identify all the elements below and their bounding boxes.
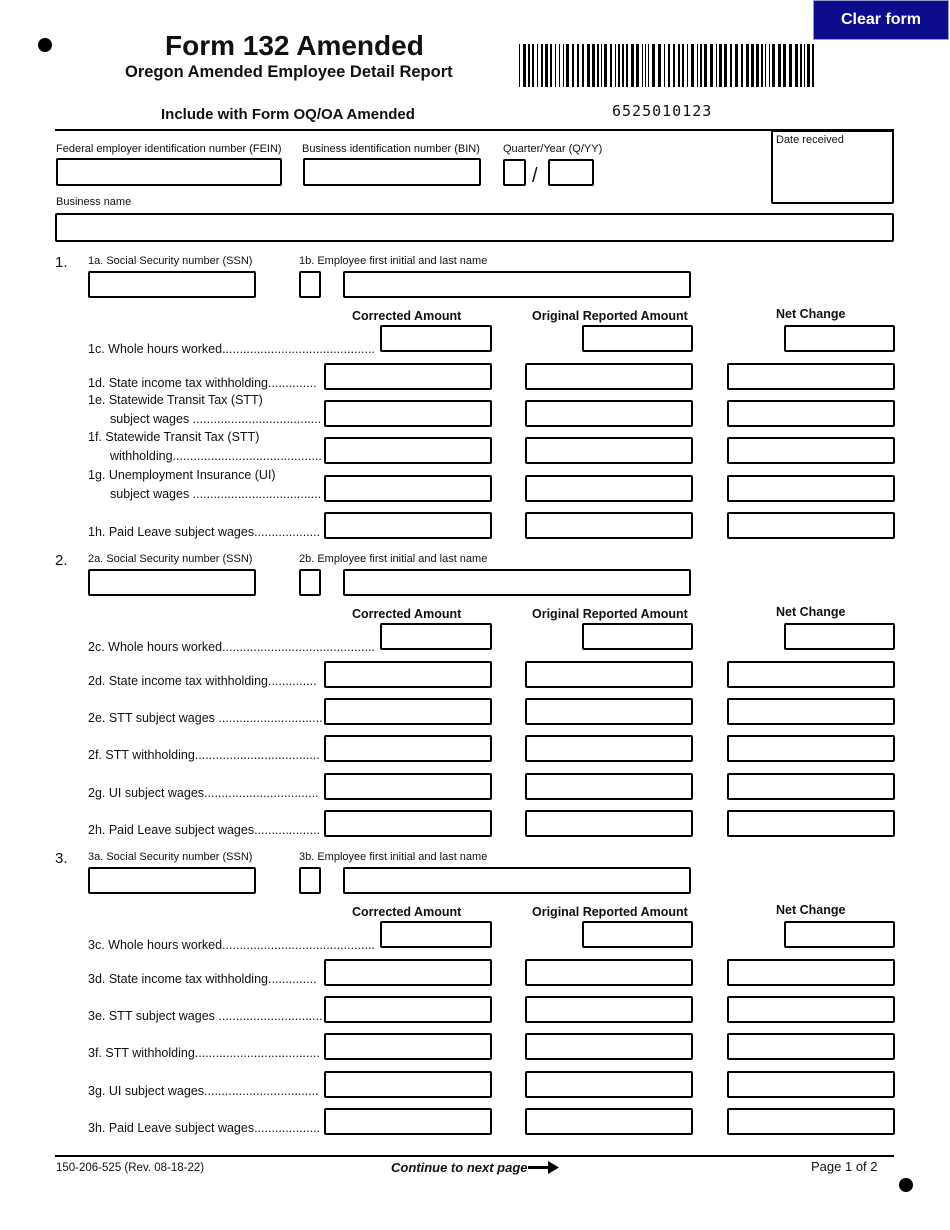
barcode-bar bbox=[648, 44, 649, 87]
hours-corrected-input[interactable] bbox=[380, 325, 492, 352]
corrected-amount-input[interactable] bbox=[324, 400, 492, 427]
line-label: 3h. Paid Leave subject wages................... bbox=[88, 1121, 321, 1135]
barcode-bar bbox=[555, 44, 556, 87]
barcode-bar bbox=[587, 44, 590, 87]
include-note: Include with Form OQ/OA Amended bbox=[161, 106, 415, 123]
barcode-bar bbox=[769, 44, 770, 87]
line-label: 2c. Whole hours worked............................................ bbox=[88, 640, 375, 654]
original-amount-header: Original Reported Amount bbox=[532, 309, 688, 323]
original-amount-input[interactable] bbox=[525, 512, 693, 539]
net-change-header: Net Change bbox=[776, 307, 846, 321]
hours-corrected-input[interactable] bbox=[380, 623, 492, 650]
barcode-bar bbox=[559, 44, 560, 87]
barcode-bar bbox=[550, 44, 552, 87]
barcode-bar bbox=[622, 44, 624, 87]
barcode-bar bbox=[582, 44, 584, 87]
barcode-bar bbox=[730, 44, 732, 87]
clear-form-button[interactable]: Clear form bbox=[814, 1, 948, 39]
barcode-bar bbox=[704, 44, 707, 87]
original-amount-input[interactable] bbox=[525, 773, 693, 800]
form-title: Form 132 Amended bbox=[165, 30, 424, 61]
employee-number: 3. bbox=[55, 850, 68, 867]
original-amount-input[interactable] bbox=[525, 661, 693, 688]
original-amount-header: Original Reported Amount bbox=[532, 905, 688, 919]
barcode-bar bbox=[778, 44, 781, 87]
corrected-amount-header: Corrected Amount bbox=[352, 905, 462, 919]
barcode-bar bbox=[687, 44, 688, 87]
net-change-input[interactable] bbox=[727, 363, 895, 390]
business-name-label: Business name bbox=[56, 196, 132, 208]
ssn-label: 1a. Social Security number (SSN) bbox=[88, 255, 253, 267]
original-amount-input[interactable] bbox=[525, 363, 693, 390]
quarter-year-label: Quarter/Year (Q/YY) bbox=[503, 143, 603, 155]
barcode-bar bbox=[636, 44, 639, 87]
last-name-input[interactable] bbox=[343, 569, 691, 596]
barcode-bar bbox=[615, 44, 616, 87]
corrected-amount-input[interactable] bbox=[324, 735, 492, 762]
corrected-amount-input[interactable] bbox=[324, 512, 492, 539]
net-change-header: Net Change bbox=[776, 605, 846, 619]
barcode-bar bbox=[652, 44, 655, 87]
corrected-amount-input[interactable] bbox=[324, 810, 492, 837]
corrected-amount-input[interactable] bbox=[324, 475, 492, 502]
barcode-bar bbox=[626, 44, 628, 87]
line-label: 3e. STT subject wages .............................. bbox=[88, 1009, 323, 1023]
form-subtitle: Oregon Amended Employee Detail Report bbox=[125, 63, 453, 81]
barcode-bar bbox=[700, 44, 702, 87]
line-label: 2h. Paid Leave subject wages................... bbox=[88, 823, 321, 837]
ssn-label: 3a. Social Security number (SSN) bbox=[88, 851, 253, 863]
ssn-input[interactable] bbox=[88, 569, 256, 596]
bin-input[interactable] bbox=[303, 158, 481, 186]
employee-number: 2. bbox=[55, 552, 68, 569]
line-label: 1d. State income tax withholding.............. bbox=[88, 376, 317, 390]
first-initial-input[interactable] bbox=[299, 569, 321, 596]
barcode-bar bbox=[682, 44, 684, 87]
line-label: 2e. STT subject wages .............................. bbox=[88, 711, 323, 725]
barcode-bar bbox=[592, 44, 595, 87]
line-label: 3f. STT withholding.................................... bbox=[88, 1046, 320, 1060]
corrected-amount-input[interactable] bbox=[324, 1033, 492, 1060]
barcode-bar bbox=[765, 44, 766, 87]
hours-net-change-input[interactable] bbox=[784, 623, 895, 650]
corrected-amount-input[interactable] bbox=[324, 363, 492, 390]
net-change-input[interactable] bbox=[727, 512, 895, 539]
corrected-amount-input[interactable] bbox=[324, 773, 492, 800]
employee-name-label: 2b. Employee first initial and last name bbox=[299, 553, 488, 565]
line-label: 2d. State income tax withholding.............. bbox=[88, 674, 317, 688]
line-label: 1h. Paid Leave subject wages................... bbox=[88, 525, 321, 539]
barcode-bar bbox=[772, 44, 775, 87]
barcode-bar bbox=[756, 44, 759, 87]
net-change-header: Net Change bbox=[776, 903, 846, 917]
net-change-input[interactable] bbox=[727, 475, 895, 502]
original-amount-input[interactable] bbox=[525, 996, 693, 1023]
barcode-bar bbox=[572, 44, 574, 87]
barcode-bar bbox=[566, 44, 569, 87]
employee-name-label: 1b. Employee first initial and last name bbox=[299, 255, 488, 267]
corrected-amount-input[interactable] bbox=[324, 959, 492, 986]
barcode-bar bbox=[545, 44, 548, 87]
fein-input[interactable] bbox=[56, 158, 282, 186]
barcode-bar bbox=[678, 44, 680, 87]
line-label: 1f. Statewide Transit Tax (STT) bbox=[88, 430, 260, 444]
first-initial-input[interactable] bbox=[299, 271, 321, 298]
business-name-input[interactable] bbox=[55, 213, 894, 242]
employee-number: 1. bbox=[55, 254, 68, 271]
barcode-bar bbox=[761, 44, 763, 87]
barcode-bar bbox=[741, 44, 743, 87]
quarter-input[interactable] bbox=[503, 159, 526, 186]
hours-net-change-input[interactable] bbox=[784, 921, 895, 948]
hours-original-input[interactable] bbox=[582, 325, 693, 352]
hours-corrected-input[interactable] bbox=[380, 921, 492, 948]
barcode-bar bbox=[807, 44, 810, 87]
line-label: 3g. UI subject wages................................. bbox=[88, 1084, 319, 1098]
original-amount-input[interactable] bbox=[525, 1108, 693, 1135]
original-amount-input[interactable] bbox=[525, 400, 693, 427]
barcode-bar bbox=[664, 44, 665, 87]
corrected-amount-input[interactable] bbox=[324, 996, 492, 1023]
net-change-input[interactable] bbox=[727, 661, 895, 688]
line-label: 1g. Unemployment Insurance (UI) bbox=[88, 468, 276, 482]
barcode-bar bbox=[724, 44, 727, 87]
barcode-bar bbox=[610, 44, 612, 87]
original-amount-input[interactable] bbox=[525, 437, 693, 464]
barcode-bar bbox=[783, 44, 786, 87]
net-change-input[interactable] bbox=[727, 400, 895, 427]
top-rule bbox=[55, 129, 894, 131]
hours-original-input[interactable] bbox=[582, 623, 693, 650]
barcode-bar bbox=[673, 44, 675, 87]
barcode-bar bbox=[604, 44, 607, 87]
barcode-bar bbox=[719, 44, 722, 87]
barcode-bar bbox=[658, 44, 661, 87]
year-input[interactable] bbox=[548, 159, 594, 186]
corrected-amount-input[interactable] bbox=[324, 661, 492, 688]
barcode-bar bbox=[642, 44, 643, 87]
registration-mark-top bbox=[38, 38, 52, 52]
net-change-input[interactable] bbox=[727, 996, 895, 1023]
net-change-input[interactable] bbox=[727, 959, 895, 986]
line-label-continued: subject wages ..................................... bbox=[110, 412, 322, 426]
original-amount-input[interactable] bbox=[525, 698, 693, 725]
line-label: 2f. STT withholding.................................... bbox=[88, 748, 320, 762]
corrected-amount-input[interactable] bbox=[324, 437, 492, 464]
quarter-year-separator: / bbox=[532, 165, 538, 187]
net-change-input[interactable] bbox=[727, 1033, 895, 1060]
hours-net-change-input[interactable] bbox=[784, 325, 895, 352]
net-change-input[interactable] bbox=[727, 1071, 895, 1098]
last-name-input[interactable] bbox=[343, 867, 691, 894]
barcode-bar bbox=[645, 44, 646, 87]
barcode-number: 6525010123 bbox=[612, 102, 713, 120]
continue-text: Continue to next page bbox=[391, 1160, 528, 1175]
original-amount-input[interactable] bbox=[525, 959, 693, 986]
net-change-input[interactable] bbox=[727, 698, 895, 725]
original-amount-input[interactable] bbox=[525, 810, 693, 837]
corrected-amount-input[interactable] bbox=[324, 1071, 492, 1098]
barcode-bar bbox=[631, 44, 634, 87]
line-label: 2g. UI subject wages................................. bbox=[88, 786, 319, 800]
net-change-input[interactable] bbox=[727, 773, 895, 800]
bottom-rule bbox=[55, 1155, 894, 1157]
net-change-input[interactable] bbox=[727, 810, 895, 837]
barcode-bar bbox=[691, 44, 694, 87]
last-name-input[interactable] bbox=[343, 271, 691, 298]
line-label: 1c. Whole hours worked............................................ bbox=[88, 342, 375, 356]
barcode-bar bbox=[528, 44, 530, 87]
ssn-label: 2a. Social Security number (SSN) bbox=[88, 553, 253, 565]
corrected-amount-header: Corrected Amount bbox=[352, 309, 462, 323]
corrected-amount-input[interactable] bbox=[324, 698, 492, 725]
employee-name-label: 3b. Employee first initial and last name bbox=[299, 851, 488, 863]
barcode-bar bbox=[537, 44, 538, 87]
barcode-bar bbox=[735, 44, 738, 87]
bin-label: Business identification number (BIN) bbox=[302, 143, 480, 155]
date-received-label: Date received bbox=[776, 134, 844, 146]
line-label-continued: subject wages ..................................... bbox=[110, 487, 322, 501]
barcode-bar bbox=[523, 44, 526, 87]
line-label: 1e. Statewide Transit Tax (STT) bbox=[88, 393, 263, 407]
barcode-bar bbox=[541, 44, 543, 87]
first-initial-input[interactable] bbox=[299, 867, 321, 894]
net-change-input[interactable] bbox=[727, 735, 895, 762]
barcode-bar bbox=[519, 44, 520, 87]
ssn-input[interactable] bbox=[88, 271, 256, 298]
barcode-bar bbox=[601, 44, 602, 87]
line-label: 3d. State income tax withholding.............. bbox=[88, 972, 317, 986]
barcode-bar bbox=[716, 44, 717, 87]
corrected-amount-input[interactable] bbox=[324, 1108, 492, 1135]
barcode-bar bbox=[618, 44, 620, 87]
barcode-bar bbox=[751, 44, 754, 87]
barcode-bar bbox=[789, 44, 792, 87]
hours-original-input[interactable] bbox=[582, 921, 693, 948]
barcode-bar bbox=[563, 44, 564, 87]
arrow-right-icon bbox=[528, 1161, 560, 1175]
barcode-bar bbox=[532, 44, 534, 87]
corrected-amount-header: Corrected Amount bbox=[352, 607, 462, 621]
fein-label: Federal employer identification number (FEIN) bbox=[56, 143, 282, 155]
barcode-image bbox=[519, 44, 817, 87]
barcode-bar bbox=[800, 44, 802, 87]
net-change-input[interactable] bbox=[727, 1108, 895, 1135]
line-label-continued: withholding........................................... bbox=[110, 449, 322, 463]
barcode-bar bbox=[577, 44, 579, 87]
original-amount-input[interactable] bbox=[525, 735, 693, 762]
ssn-input[interactable] bbox=[88, 867, 256, 894]
registration-mark-bottom bbox=[899, 1178, 913, 1192]
original-amount-input[interactable] bbox=[525, 1033, 693, 1060]
barcode-bar bbox=[804, 44, 805, 87]
barcode-bar bbox=[795, 44, 798, 87]
form-number: 150-206-525 (Rev. 08-18-22) bbox=[56, 1162, 205, 1174]
barcode-bar bbox=[812, 44, 814, 87]
original-amount-input[interactable] bbox=[525, 475, 693, 502]
barcode-bar bbox=[597, 44, 599, 87]
net-change-input[interactable] bbox=[727, 437, 895, 464]
page-number: Page 1 of 2 bbox=[811, 1159, 878, 1174]
barcode-bar bbox=[710, 44, 713, 87]
barcode-bar bbox=[746, 44, 749, 87]
line-label: 3c. Whole hours worked............................................ bbox=[88, 938, 375, 952]
original-amount-header: Original Reported Amount bbox=[532, 607, 688, 621]
barcode-bar bbox=[697, 44, 698, 87]
barcode-bar bbox=[668, 44, 670, 87]
original-amount-input[interactable] bbox=[525, 1071, 693, 1098]
